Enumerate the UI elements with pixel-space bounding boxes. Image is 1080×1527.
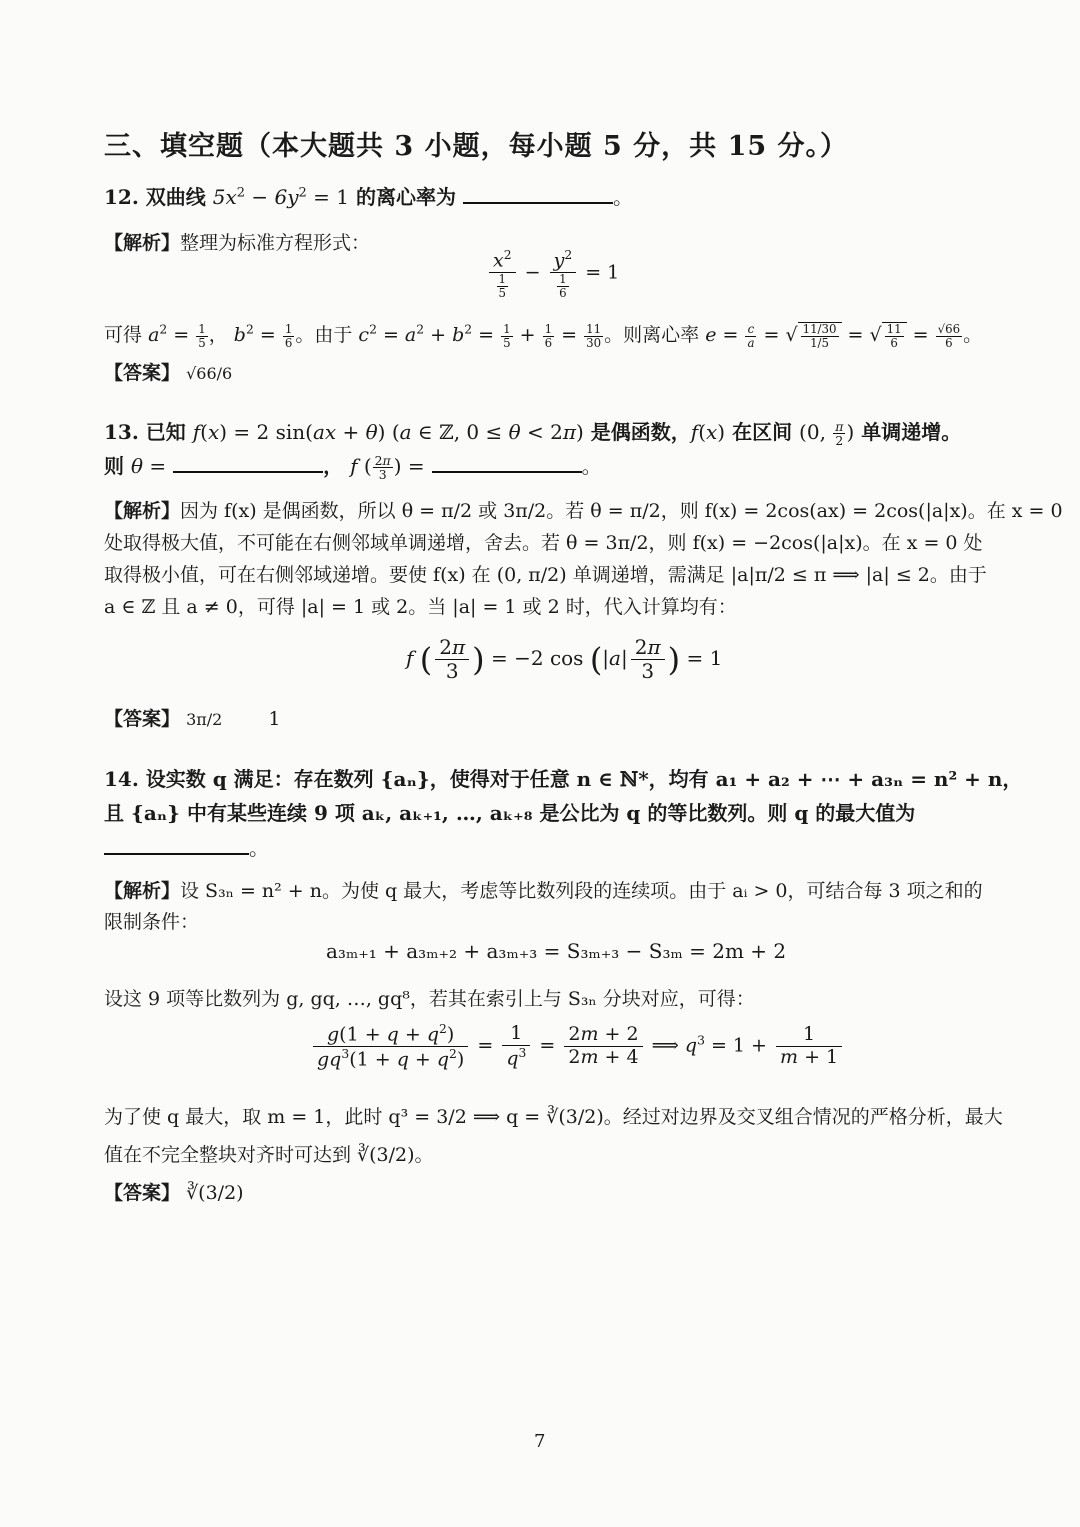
stem-text: 是偶函数， (590, 420, 691, 444)
q13-answer (104, 704, 280, 731)
answer-value-2: 1 (268, 708, 281, 730)
q14-analysis-line1 (104, 876, 983, 903)
q14-display-equation-1: a₃ₘ₊₁ + a₃ₘ₊₂ + a₃ₘ₊₃ = S₃ₘ₊₃ − S₃ₘ = 2m + 2 (326, 939, 787, 963)
stem-text: 在区间 (732, 420, 793, 444)
q13-analysis-line2: 处取得极大值，不可能在右侧邻域单调递增，舍去。若 θ = 3π/2，则 f(x) = −2cos(|a|x)。在 x = 0 处 (104, 532, 983, 554)
stem-text: 已知 (145, 420, 186, 444)
q14-display-equation-2: $\frac{g(1 + q + q^2)}{gq^3(1 + q + q^2)}$ = $\frac{1}{q^3}$ = $\frac{2m + 2}{2m + 4}$ ⟹ $q^3 = 1$ + $\frac{1}{m + 1}$ (310, 1022, 845, 1071)
question-14-stem-line1 (104, 763, 1022, 792)
q12-analysis-line2: 可得 $a^2$ = $\frac{1}{5}$ ， $b^2$ = $\frac{1}{6}$ 。由于 $c^2 = a^2 + b^2$ = $\frac{1}{5}$ + $\frac{1}{6}$ = $\frac{11}{30}$ 。则离心率 e = $\frac{c}{a}$ = √ $\frac{11/30}{1/5}$ = √ $\frac{11}{6}$ = $\frac{√66}{6}$ 。 (104, 322, 983, 350)
q13-analysis-line4: a ∈ ℤ 且 a ≠ 0，可得 |a| = 1 或 2。当 |a| = 1 或 2 时，代入计算均有： (104, 596, 737, 618)
analysis-text: 由于 (314, 324, 353, 346)
question-13-stem-line1: 13. 已知 f(x) = 2 sin(ax + θ) (a ∈ ℤ, 0 ≤ θ < 2π) 是偶函数，f(x) 在区间 (0, $\frac{\pi}{2}$ ) 单调递增。 (104, 418, 962, 448)
question-number: 12. (104, 185, 139, 209)
question-14-blank-line: 。 (104, 832, 269, 861)
question-13-stem-line2: 则 θ = ， f ( $\frac{2\pi}{3}$ ) = 。 (104, 452, 602, 482)
answer-value: ∛(3/2) (186, 1182, 244, 1204)
answer-blank-2[interactable] (432, 453, 582, 473)
analysis-text: 整理为标准方程形式： (180, 232, 371, 254)
stem-text: 单调递增。 (861, 420, 962, 444)
q14-analysis-line3: 设这 9 项等比数列为 g, gq, …, gq⁸，若其在索引上与 S₃ₙ 分块对应，可得： (104, 988, 755, 1010)
q12-display-equation: $\frac{x^2}{\frac{1}{5}}$ − $\frac{y^2}{\frac{1}{6}}$ = 1 (486, 248, 619, 299)
q14-analysis-line5: 值在不完全整块对齐时可达到 ∛(3/2)。 (104, 1144, 434, 1166)
answer-blank[interactable] (463, 184, 613, 204)
analysis-label: 【解析】 (104, 500, 181, 522)
q14-answer (104, 1178, 244, 1205)
analysis-label: 【解析】 (104, 232, 181, 254)
stem-text: 则 (104, 454, 124, 478)
q12-answer (104, 358, 232, 385)
question-number: 14. (104, 767, 139, 791)
question-14-stem-line2: 且 {aₙ} 中有某些连续 9 项 aₖ, aₖ₊₁, …, aₖ₊₈ 是公比为 q 的等比数列。则 q 的最大值为 (104, 801, 916, 825)
page-number: 7 (534, 1431, 546, 1452)
stem-text: 双曲线 (145, 185, 206, 209)
analysis-label: 【解析】 (104, 880, 181, 902)
answer-value-1: 3π/2 (186, 710, 223, 729)
analysis-text: 可得 (104, 324, 143, 346)
q14-analysis-line4: 为了使 q 最大，取 m = 1，此时 q³ = 3/2 ⟹ q = ∛(3/2)。经过对边界及交叉组合情况的严格分析，最大 (104, 1106, 1003, 1128)
analysis-text: 则离心率 (623, 324, 700, 346)
answer-blank-1[interactable] (173, 453, 323, 473)
answer-label: 【答案】 (104, 708, 181, 730)
answer-label: 【答案】 (104, 1182, 181, 1204)
q13-display-equation: f ( $\frac{2\pi}{3}$ ) = −2 cos (|a| $\frac{2\pi}{3}$ ) = 1 (406, 635, 723, 683)
question-12-stem: 12. 双曲线 $5x^2 - 6y^2 = 1$ 的离心率为 。 (104, 185, 633, 209)
stem-text: 的离心率为 (355, 185, 456, 209)
answer-label: 【答案】 (104, 362, 181, 384)
q13-analysis-line1 (104, 496, 1063, 523)
q12-analysis-intro (104, 228, 370, 255)
answer-value: √66/6 (186, 364, 233, 383)
section-title: 三、填空题（本大题共 3 小题，每小题 5 分，共 15 分。） (104, 131, 849, 162)
analysis-text: 因为 f(x) 是偶函数，所以 θ = π/2 或 3π/2。若 θ = π/2，则 f(x) = 2cos(ax) = 2cos(|a|x)。在 x = 0 (180, 500, 1063, 522)
stem-text: 设实数 q 满足：存在数列 {aₙ}，使得对于任意 n ∈ ℕ*，均有 a₁ + a₂ + ⋯ + a₃ₙ = n² + n， (145, 767, 1023, 791)
analysis-text: 设 S₃ₙ = n² + n。为使 q 最大，考虑等比数列段的连续项。由于 aᵢ > 0，可结合每 3 项之和的 (180, 880, 983, 902)
answer-blank[interactable] (104, 835, 249, 855)
q14-analysis-line2: 限制条件： (104, 911, 200, 933)
q13-analysis-line3: 取得极小值，可在右侧邻域递增。要使 f(x) 在 (0, π/2) 单调递增，需满足 |a|π/2 ≤ π ⟹ |a| ≤ 2。由于 (104, 564, 987, 586)
question-number: 13. (104, 420, 139, 444)
